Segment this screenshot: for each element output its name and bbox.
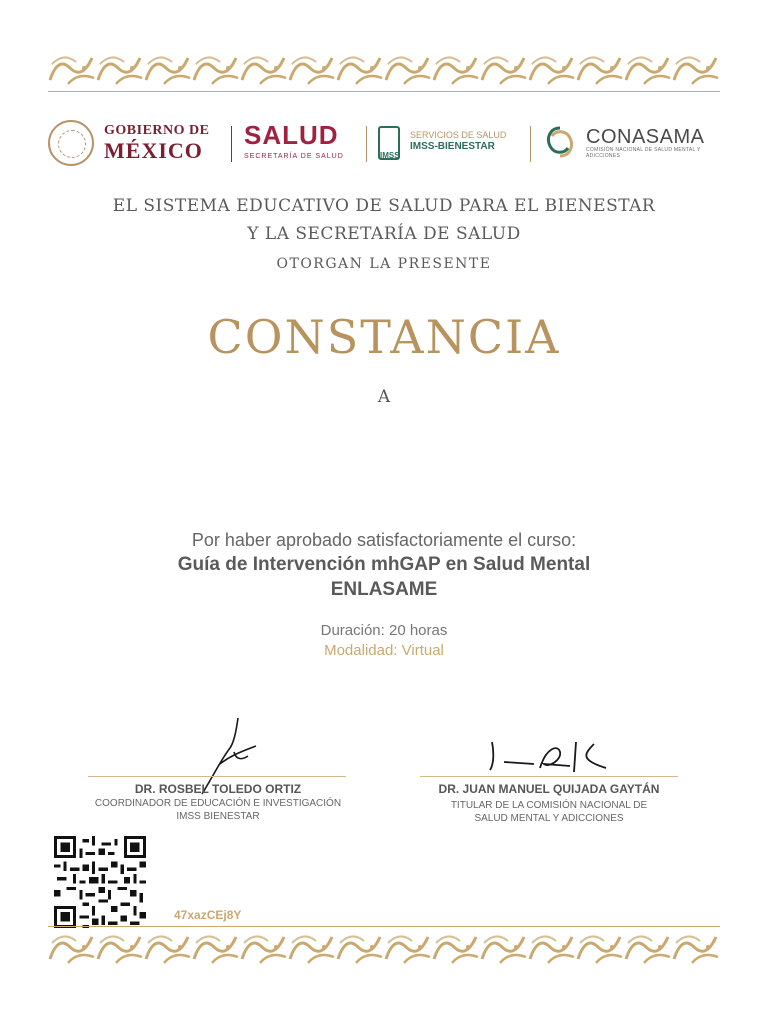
mexico-seal-icon	[48, 120, 94, 166]
imss-line1: SERVICIOS DE SALUD	[410, 130, 507, 140]
imss-line2: IMSS-BIENESTAR	[410, 140, 495, 152]
course-duration: Duración: 20 horas	[320, 622, 448, 639]
certificate-title: CONSTANCIA	[207, 310, 561, 364]
signatory-role-left	[58, 798, 378, 823]
gobierno-line1: GOBIERNO DE	[104, 123, 210, 138]
signatory-role-right	[389, 800, 709, 825]
verification-code: 47xazCEj8Y	[174, 908, 242, 922]
signatory-role-right-line2: SALUD MENTAL Y ADICCIONES	[474, 812, 624, 824]
signatory-role-left-line2: IMSS BIENESTAR	[176, 810, 260, 822]
ornament-pattern-bottom	[48, 929, 720, 967]
signatory-role-left-line1: COORDINADOR DE EDUCACIÓN E INVESTIGACIÓN	[94, 798, 342, 809]
bottom-ornament-band	[48, 929, 720, 967]
signature-right	[486, 738, 610, 776]
course-name: Guía de Intervención mhGAP en Salud Mental	[177, 554, 591, 575]
recipient-prefix: A	[377, 387, 391, 407]
signature-line-right	[420, 776, 678, 777]
logo-divider	[231, 126, 232, 162]
gobierno-logo	[104, 124, 209, 162]
gobierno-line2: MÉXICO	[104, 138, 203, 163]
signatory-role-right-line1: TITULAR DE LA COMISIÓN NACIONAL DE	[450, 800, 648, 811]
salud-logo	[244, 122, 344, 160]
conasama-title: CONASAMA	[586, 126, 705, 148]
imss-icon-text: IMSS	[380, 151, 400, 160]
signatory-name-left: DR. ROSBEL TOLEDO ORTIZ	[134, 782, 302, 796]
top-ornament-band	[48, 50, 720, 88]
conasama-icon	[542, 124, 578, 160]
top-rule	[48, 91, 720, 92]
issuer-line-3: OTORGAN LA PRESENTE	[276, 256, 492, 272]
course-intro: Por haber aprobado satisfactoriamente el curso:	[191, 530, 577, 550]
signature-line-left	[88, 776, 346, 777]
logo-divider	[366, 126, 367, 162]
logos-row	[48, 118, 720, 170]
conasama-logo	[586, 126, 716, 159]
course-modality: Modalidad: Virtual	[324, 642, 444, 659]
bottom-rule	[48, 926, 720, 927]
ornament-pattern-top	[48, 50, 720, 88]
conasama-subtitle: COMISIÓN NACIONAL DE SALUD MENTAL Y ADICCIONES	[586, 147, 701, 159]
logo-divider	[530, 126, 531, 162]
salud-subtitle: SECRETARÍA DE SALUD	[244, 153, 344, 160]
qr-code-icon[interactable]	[54, 836, 146, 928]
issuer-line-1: EL SISTEMA EDUCATIVO DE SALUD PARA EL BIENESTAR	[112, 196, 656, 216]
imss-icon	[378, 126, 400, 160]
course-program: ENLASAME	[330, 579, 438, 600]
imss-bienestar-logo	[410, 130, 506, 153]
salud-title: SALUD	[244, 120, 339, 150]
signatory-name-right: DR. JUAN MANUEL QUIJADA GAYTÁN	[438, 782, 660, 796]
issuer-line-2: Y LA SECRETARÍA DE SALUD	[247, 224, 521, 244]
